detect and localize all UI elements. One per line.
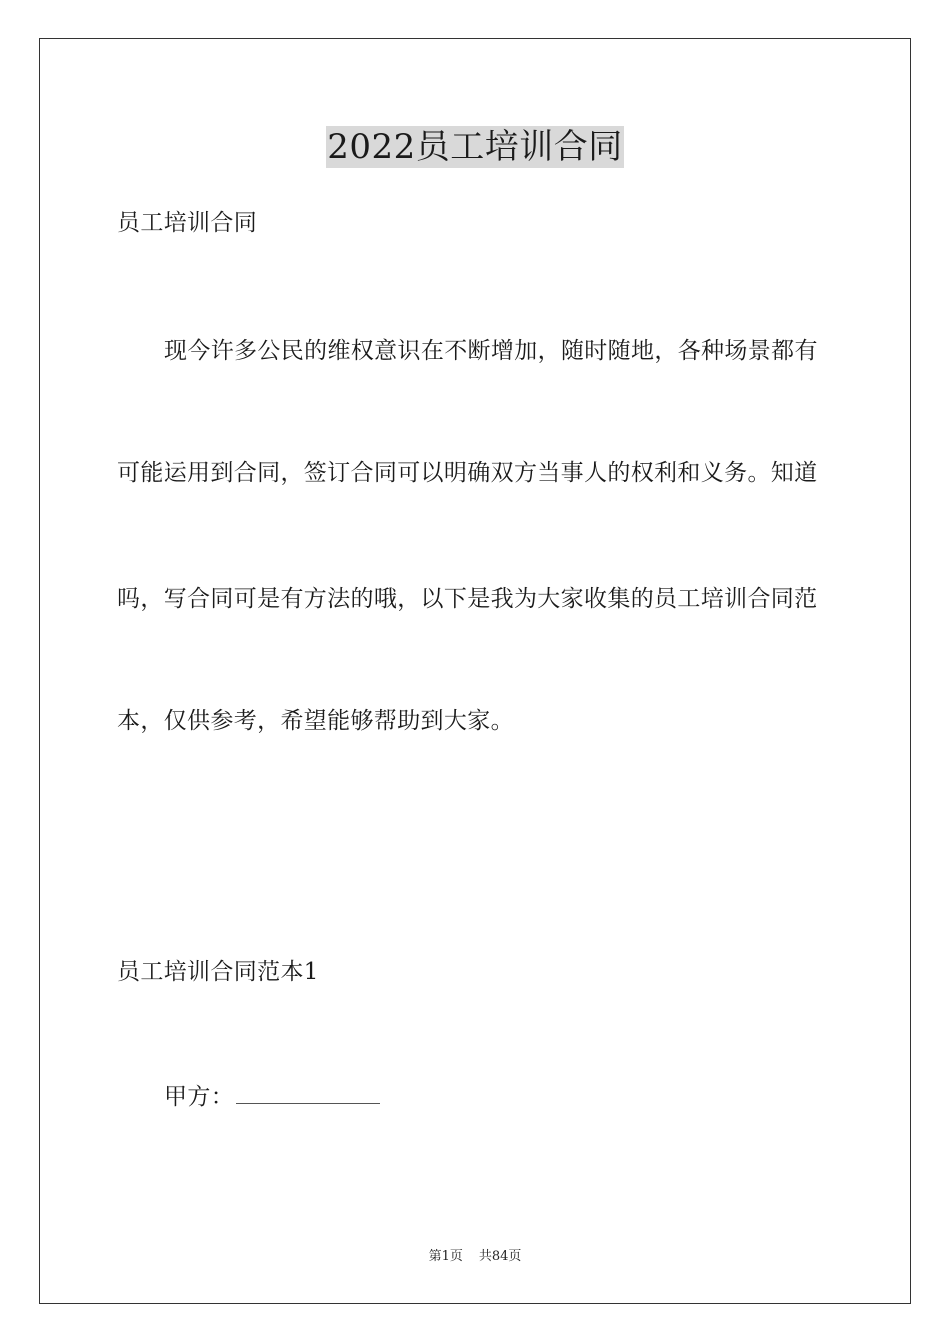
intro-line-2: 可能运用到合同，签订合同可以明确双方当事人的权利和义务。知道 <box>117 460 818 486</box>
intro-line-4: 本，仅供参考，希望能够帮助到大家。 <box>117 708 514 734</box>
document-title-text: 2022员工培训合同 <box>327 127 623 167</box>
party-a-blank-line <box>236 1083 380 1104</box>
intro-line-3: 吗，写合同可是有方法的哦，以下是我为大家收集的员工培训合同范 <box>117 586 818 612</box>
page-footer <box>0 1248 950 1266</box>
intro-line-1: 现今许多公民的维权意识在不断增加，随时随地，各种场景都有 <box>164 338 818 364</box>
page-number: 第1页 <box>428 1249 463 1264</box>
party-a-row <box>164 1082 380 1112</box>
party-a-label: 甲方： <box>164 1084 235 1110</box>
document-title <box>0 126 950 168</box>
total-pages: 共84页 <box>478 1249 522 1264</box>
document-subtitle: 员工培训合同 <box>117 210 258 236</box>
section-heading: 员工培训合同范本1 <box>117 959 319 985</box>
